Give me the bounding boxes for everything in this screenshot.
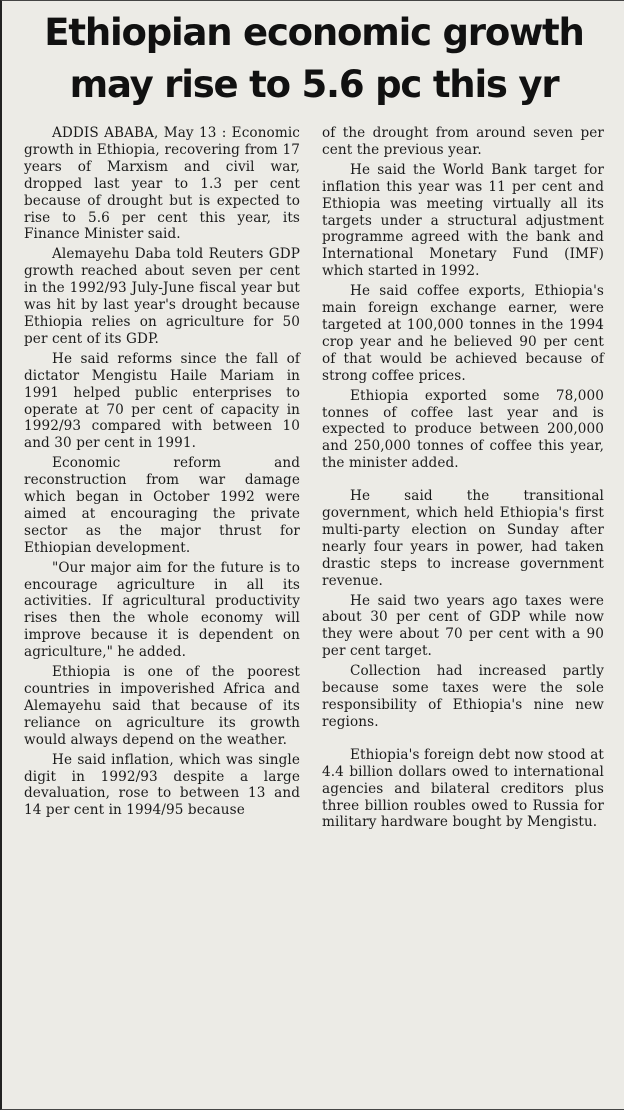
paragraph: Ethiopia is one of the poorest countries in impoverished Africa and Alemayehu said that because of its reliance on agriculture its growth would always depend on the weather. bbox=[24, 664, 300, 748]
paragraph: Ethiopia's foreign debt now stood at 4.4 billion dollars owed to international agencies and bilateral creditors plus three billion roubles owed to Russia for military hardware bought by Mengistu. bbox=[322, 746, 604, 831]
paragraph: He said reforms since the fall of dictator Mengistu Haile Mariam in 1991 helped public enterprises to operate at 70 per cent of capacity in 1992/93 compared with between 10 and 30 per cent in 1991. bbox=[24, 350, 300, 452]
paragraph: He said inflation, which was single digit in 1992/93 despite a large devaluation, rose to between 13 and 14 per cent in 1994/95 because bbox=[24, 751, 300, 819]
paragraph: He said the transitional government, which held Ethiopia's first multi-party election on Sunday after nearly four years in power, had taken drastic steps to increase government revenue. bbox=[322, 488, 604, 589]
paragraph: Economic reform and reconstruction from war damage which began in October 1992 were aimed at encouraging the private sector as the major thrust for Ethiopian development. bbox=[24, 455, 300, 556]
paragraph: Collection had increased partly because some taxes were the sole responsibility of Ethiopia's nine new regions. bbox=[322, 663, 604, 730]
paragraph: Alemayehu Daba told Reuters GDP growth reached about seven per cent in the 1992/93 July-June fiscal year but was hit by last year's drought because Ethiopia relies on agriculture for 50 per cent of its GDP. bbox=[24, 246, 300, 347]
paragraph: Ethiopia exported some 78,000 tonnes of coffee last year and is expected to produce between 200,000 and 250,000 tonnes of coffee this year, the minister added. bbox=[322, 387, 604, 472]
headline-line-1: Ethiopian economic growth bbox=[44, 11, 584, 54]
left-column bbox=[24, 125, 300, 822]
right-column bbox=[322, 125, 604, 834]
paragraph: He said two years ago taxes were about 30 per cent of GDP while now they were about 70 per cent with a 90 per cent target. bbox=[322, 592, 604, 660]
headline-line-2: may rise to 5.6 pc this yr bbox=[69, 63, 559, 106]
paragraph: He said the World Bank target for inflation this year was 11 per cent and Ethiopia was meeting virtually all its targets under a structural adjustment programme agreed with the bank and International Monetary Fund (IMF) which started in 1992. bbox=[322, 161, 604, 280]
paragraph: He said coffee exports, Ethiopia's main foreign exchange earner, were targeted at 100,000 tonnes in the 1994 crop year and he believed 90 per cent of that would be achieved because of strong coffee prices. bbox=[322, 283, 604, 384]
paragraph: "Our major aim for the future is to encourage agriculture in all its activities. If agricultural productivity rises then the whole economy will improve because it is dependent on agriculture," he added. bbox=[24, 559, 300, 661]
headline bbox=[10, 7, 618, 111]
paragraph: ADDIS ABABA, May 13 : Economic growth in Ethiopia, recovering from 17 years of Marxism and civil war, dropped last year to 1.3 per cent because of drought but is expected to rise to 5.6 per cent this year, its Finance Minister said. bbox=[24, 125, 300, 243]
paragraph-continued: of the drought from around seven per cent the previous year. bbox=[322, 125, 604, 158]
